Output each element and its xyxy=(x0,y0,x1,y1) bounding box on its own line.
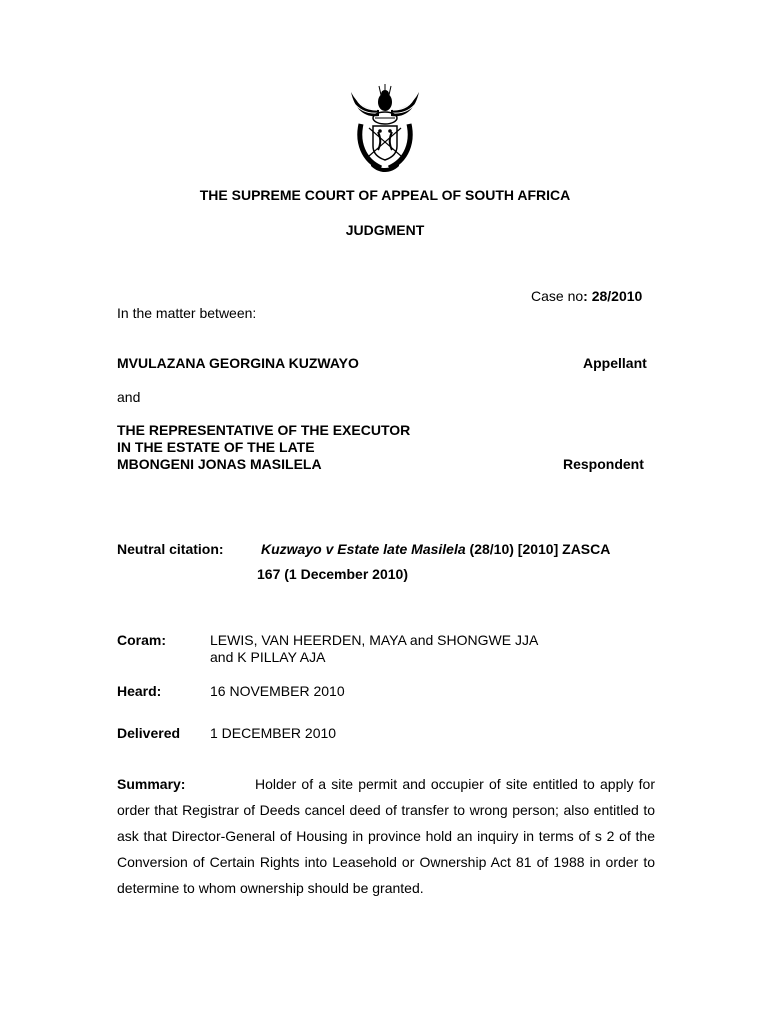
citation-label: Neutral citation: xyxy=(117,541,224,557)
delivered-value: 1 DECEMBER 2010 xyxy=(210,725,337,741)
summary-label: Summary: xyxy=(117,776,186,792)
case-number-label: Case no xyxy=(531,288,584,304)
parties-conjunction: and xyxy=(117,389,141,405)
appellant-role: Appellant xyxy=(583,355,647,371)
coram-label: Coram: xyxy=(117,632,167,648)
parties-intro: In the matter between: xyxy=(117,305,257,321)
coat-of-arms-emblem xyxy=(345,80,425,176)
document-type: JUDGMENT xyxy=(345,222,425,238)
citation-line2: 167 (1 December 2010) xyxy=(257,566,408,582)
case-number-value: : 28/2010 xyxy=(583,288,643,304)
delivered-label: Delivered xyxy=(117,725,181,741)
citation-rest: (28/10) [2010] ZASCA xyxy=(465,541,611,557)
summary-paragraph xyxy=(117,771,655,901)
citation-case-name: Kuzwayo v Estate late Masilela xyxy=(261,541,466,557)
respondent-role: Respondent xyxy=(563,456,644,472)
heard-value: 16 NOVEMBER 2010 xyxy=(210,683,345,699)
case-number xyxy=(531,288,642,304)
summary-text: Holder of a site permit and occupier of site entitled to apply for order that Registrar of Deeds cancel deed of transfer to wrong person; also entitled to ask that Director-General of Housing in province hold an inquiry in terms of s 2 of the Conversion of Certain Rights into Leasehold or Ownership Act 81 of 1988 in order to determine to whom ownership should be granted. xyxy=(117,776,655,896)
heard-label: Heard: xyxy=(117,683,162,699)
respondent-name-line2: IN THE ESTATE OF THE LATE xyxy=(117,439,315,455)
appellant-name: MVULAZANA GEORGINA KUZWAYO xyxy=(117,355,359,371)
coram-line1: LEWIS, VAN HEERDEN, MAYA and SHONGWE JJA xyxy=(210,632,539,648)
respondent-name-line3: MBONGENI JONAS MASILELA xyxy=(117,456,322,472)
court-title: THE SUPREME COURT OF APPEAL OF SOUTH AFRICA xyxy=(199,187,571,203)
citation-line1 xyxy=(261,541,610,557)
respondent-name-line1: THE REPRESENTATIVE OF THE EXECUTOR xyxy=(117,422,411,438)
coram-line2: and K PILLAY AJA xyxy=(210,649,326,665)
